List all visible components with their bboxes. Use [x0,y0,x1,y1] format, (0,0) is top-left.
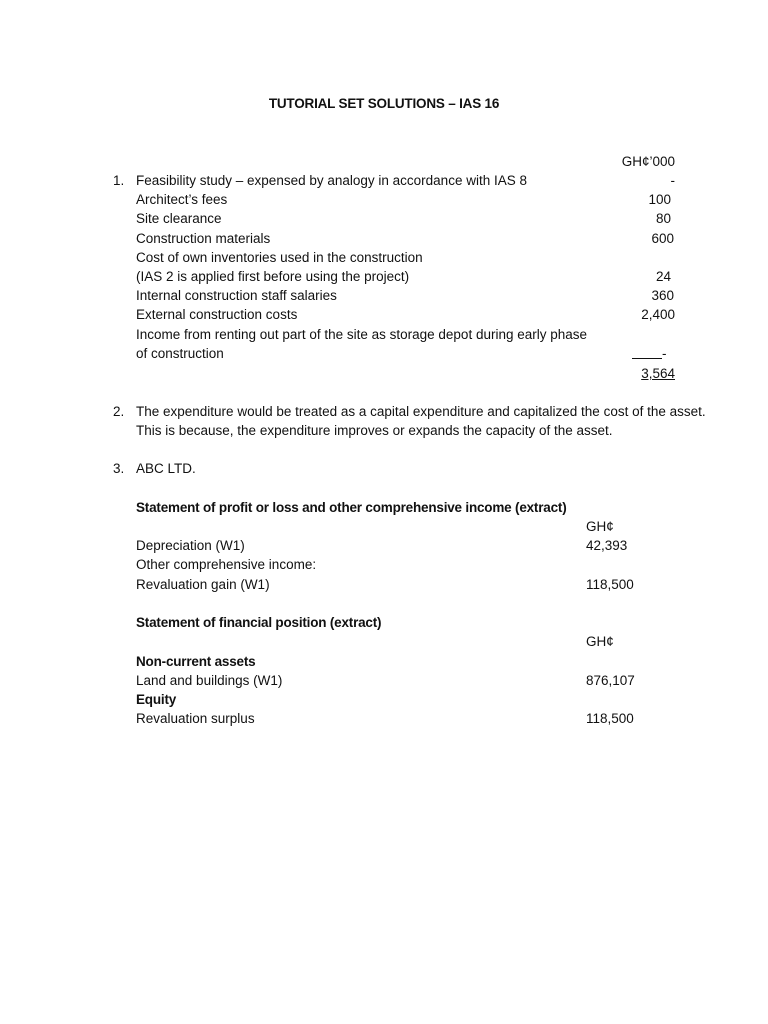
q1-item-label: Architect’s fees [136,192,228,207]
q1-item-label: Cost of own inventories used in the construction [136,250,423,265]
q1-item-value: - [662,346,667,361]
surplus-value: 118,500 [586,711,634,726]
q1-item-label: Construction materials [136,231,271,246]
sopl-currency: GH¢ [586,519,614,534]
document-title: TUTORIAL SET SOLUTIONS – IAS 16 [268,96,500,111]
q1-item-label: Feasibility study – expensed by analogy in accordance with IAS 8 [136,173,527,188]
q1-item-label: Income from renting out part of the site as storage depot during early phase [136,327,588,342]
revaluation-gain-value: 118,500 [586,577,634,592]
q3-company: ABC LTD. [136,461,196,476]
equity-heading: Equity [136,692,177,707]
oci-label: Other comprehensive income: [136,557,317,572]
q1-item-value: 100 [648,192,671,207]
nca-heading: Non-current assets [136,654,256,669]
q1-item-value: 360 [651,288,674,303]
q1-item-label: External construction costs [136,307,298,322]
sofp-currency: GH¢ [586,634,614,649]
q1-item-value: 24 [655,269,671,284]
q1-item-label: Site clearance [136,211,222,226]
q2-line: This is because, the expenditure improves or expands the capacity of the asset. [136,423,613,438]
q1-underline [632,358,662,359]
land-value: 876,107 [586,673,635,688]
sofp-heading: Statement of financial position (extract) [136,615,382,630]
q2-number: 2. [113,404,125,419]
land-label: Land and buildings (W1) [136,673,283,688]
q1-item-label: of construction [136,346,224,361]
q1-item-value: - [670,173,675,188]
q1-item-value: 600 [651,231,674,246]
q1-item-label: Internal construction staff salaries [136,288,337,303]
q1-currency-header: GH¢’000 [621,154,675,169]
depreciation-value: 42,393 [586,538,628,553]
q1-item-value: 80 [655,211,671,226]
q1-number: 1. [113,173,125,188]
sopl-heading: Statement of profit or loss and other comprehensive income (extract) [136,500,567,515]
surplus-label: Revaluation surplus [136,711,255,726]
q2-line: The expenditure would be treated as a capital expenditure and capitalized the cost of the asset. [136,404,706,419]
q3-number: 3. [113,461,125,476]
q1-total: 3,564 [641,366,675,381]
depreciation-label: Depreciation (W1) [136,538,245,553]
q1-item-label: (IAS 2 is applied first before using the project) [136,269,410,284]
q1-item-value: 2,400 [641,307,675,322]
revaluation-gain-label: Revaluation gain (W1) [136,577,270,592]
